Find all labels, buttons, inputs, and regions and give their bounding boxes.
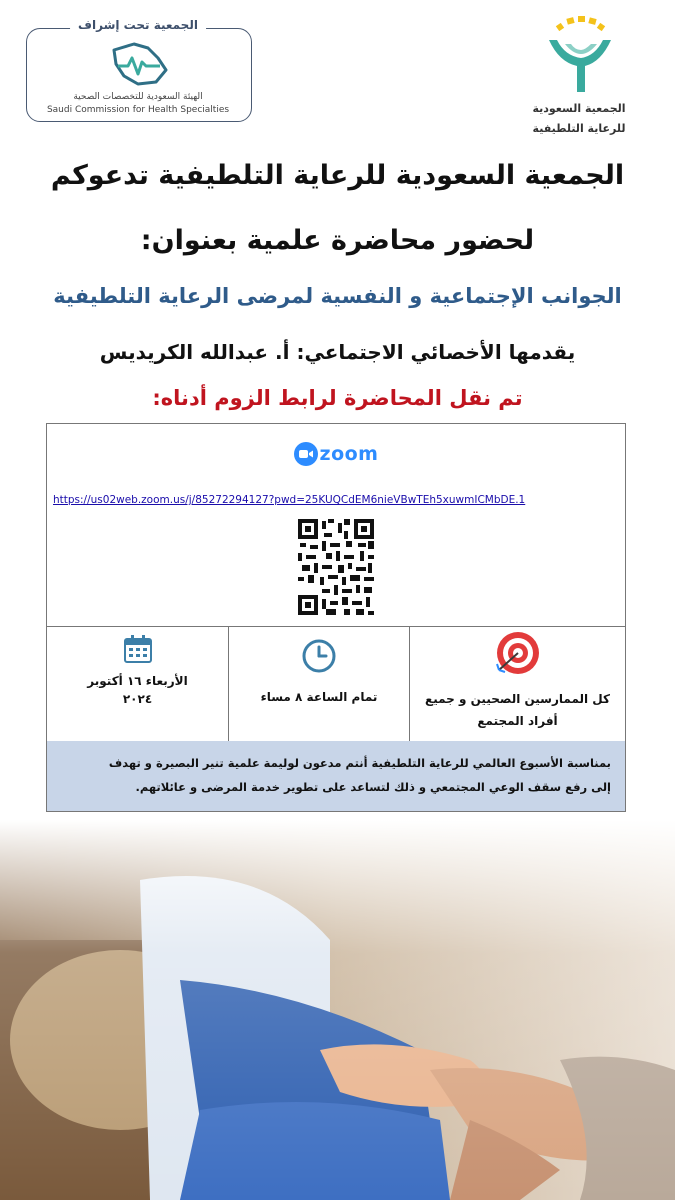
time-cell [229, 626, 409, 741]
zoom-camera-icon [294, 442, 318, 466]
qr-code[interactable] [298, 519, 374, 615]
commission-name-ar: الهيئة السعودية للتخصصات الصحية [73, 92, 203, 102]
invitation-line2: لحضور محاضرة علمية بعنوان: [140, 225, 535, 256]
commission-name-en: Saudi Commission for Health Specialties [46, 105, 230, 115]
presenter: يقدمها الأخصائي الاجتماعي: أ. عبدالله الكريديس [99, 340, 576, 364]
audience-cell [410, 626, 625, 741]
audience-line2: أفراد المجتمع [477, 714, 558, 728]
zoom-link[interactable]: https://us02web.zoom.us/j/85272294127?pwd=25KUQCdEM6nieVBwTEh5xuwmICMbDE.1 [53, 494, 526, 506]
date-line1: الأربعاء ١٦ أكتوبر [87, 674, 188, 688]
footer-line2: إلى رفع سقف الوعي المجتمعي و ذلك لتساعد على تطوير خدمة المرضى و عائلاتهم. [135, 780, 611, 794]
supervision-label: الجمعية تحت إشراف [70, 18, 206, 32]
footer-line1: بمناسبة الأسبوع العالمي للرعاية التلطيفية أنتم مدعون لوليمة علمية تنير البصيرة و تهدف [108, 756, 611, 770]
time-text: تمام الساعة ٨ مساء [260, 690, 378, 704]
invitation-line1: الجمعية السعودية للرعاية التلطيفية تدعوكم [50, 160, 625, 191]
society-logo [523, 14, 635, 134]
details-box [46, 423, 626, 812]
saudi-map-icon [108, 40, 170, 86]
society-emblem-icon [539, 14, 619, 96]
date-line2: ٢٠٢٤ [122, 692, 153, 706]
date-cell [47, 626, 228, 741]
zoom-brand-text: zoom [319, 443, 379, 465]
zoom-logo [47, 442, 625, 466]
target-icon [495, 630, 541, 676]
society-name-line1: الجمعية السعودية [532, 102, 626, 115]
calendar-icon [123, 634, 153, 664]
caregiver-hands-illustration [0, 820, 675, 1200]
caregiver-photo [0, 820, 675, 1200]
footer-band [47, 741, 625, 811]
commission-logo [26, 18, 250, 122]
lecture-title: الجوانب الإجتماعية و النفسية لمرضى الرعاية التلطيفية [53, 284, 622, 308]
audience-line1: كل الممارسين الصحيين و جميع [425, 692, 610, 706]
clock-icon [301, 638, 337, 674]
transfer-note: تم نقل المحاضرة لرابط الزوم أدناه: [152, 386, 523, 410]
society-name-line2: للرعاية التلطيفية [532, 122, 626, 135]
